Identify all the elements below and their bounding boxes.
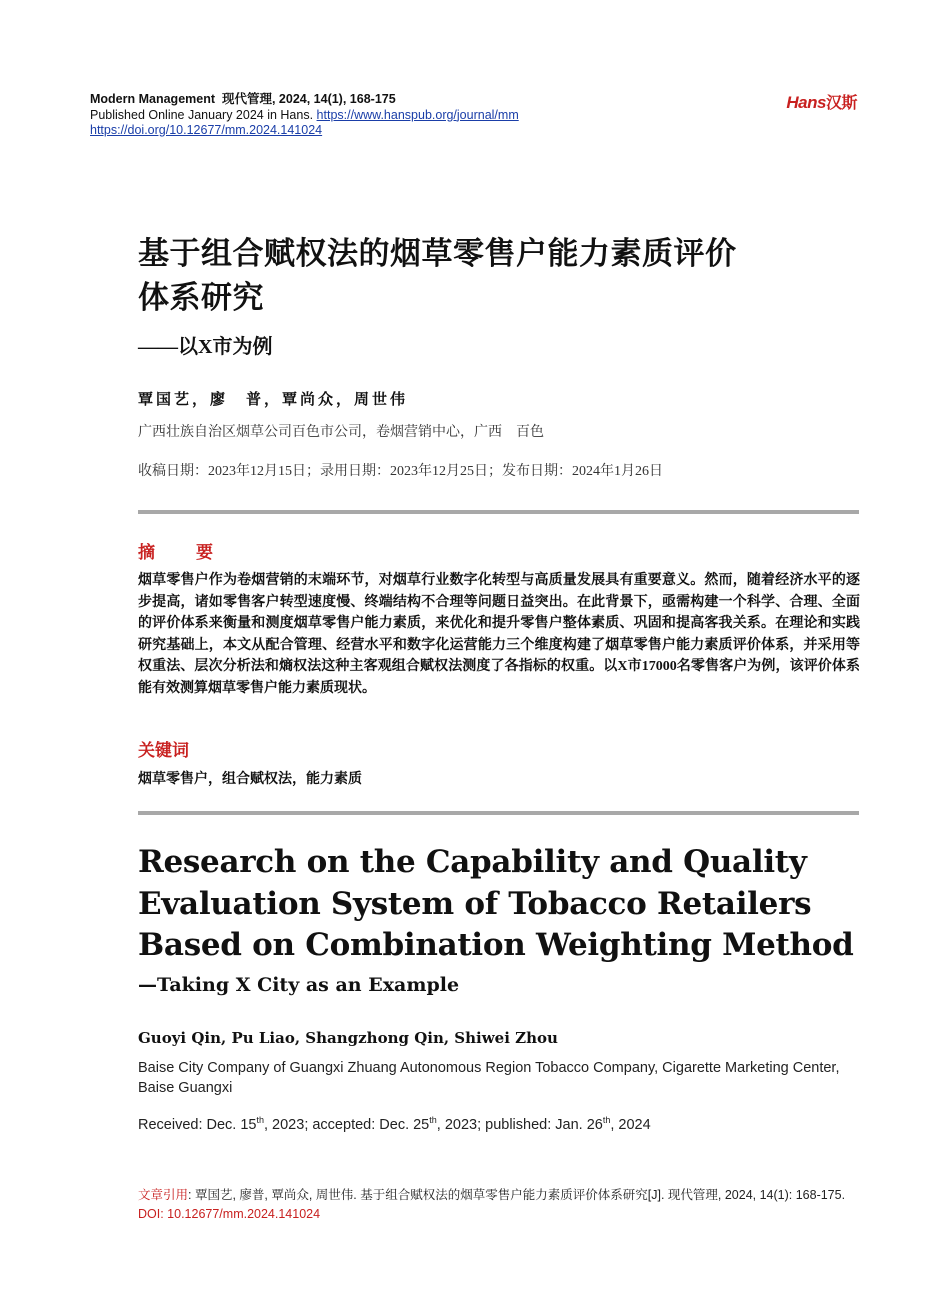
logo-text-cn: 汉斯 [825, 95, 857, 112]
published-date: , 2023; published: Jan. 26 [436, 1117, 603, 1133]
english-title-line3: Based on Combination Weighting Method [138, 927, 854, 963]
abstract-text: 烟草零售户作为卷烟营销的末端环节，对烟草行业数字化转型与高质量发展具有重要意义。然而，随着经济水平的逐步提高，诸如零售客户转型速度慢、终端结构不合理等问题日益突出。在此背景下，亟需构建一个科学、合理、全面的评价体系来衡量和测度烟草零售户能力素质，来优化和提升零售户整体素质、巩固和提高客我关系。在理论和实践研究基础上，本文从配合管理、经营水平和数字化运营能力三个维度构建了烟草零售户能力素质评价体系，并采用等权重法、层次分析法和熵权法这种主客观组合赋权法测度了各指标的权重。以X市17000名零售客户为例，该评价体系能有效测算烟草零售户能力素质现状。 [138, 573, 860, 696]
chinese-title-line1: 基于组合赋权法的烟草零售户能力素质评价 [138, 236, 737, 271]
received-date: Received: Dec. 15 [138, 1117, 257, 1133]
published-line [90, 108, 790, 124]
chinese-affiliation: 广西壮族自治区烟草公司百色市公司，卷烟营销中心，广西 百色 [138, 425, 544, 440]
english-dates [138, 1117, 651, 1133]
journal-header [90, 92, 790, 139]
doi-url-link[interactable]: https://doi.org/10.12677/mm.2024.141024 [90, 123, 323, 137]
hans-logo [786, 90, 857, 113]
received-ordinal: th [256, 1115, 264, 1126]
logo-text-en: Hans [786, 93, 826, 112]
chinese-dates: 收稿日期：2023年12月15日；录用日期：2023年12月25日；发布日期：2024年1月26日 [138, 464, 663, 479]
chinese-authors: 覃国艺，廖 普，覃尚众，周世伟 [138, 392, 409, 408]
english-authors: Guoyi Qin, Pu Liao, Shangzhong Qin, Shiwei Zhou [138, 1029, 558, 1047]
keywords-heading: 关键词 [138, 741, 189, 760]
citation-label: 文章引用 [138, 1188, 189, 1202]
published-ordinal: th [602, 1115, 611, 1126]
english-title-line2: Evaluation System of Tobacco Retailers [138, 885, 812, 922]
citation-block [138, 1186, 862, 1224]
chinese-title-line2: 体系研究 [138, 280, 264, 315]
journal-url-link[interactable]: https://www.hanspub.org/journal/mm [316, 107, 519, 122]
journal-line [90, 92, 790, 108]
chinese-title [138, 232, 838, 320]
chinese-subtitle: ——以X市为例 [138, 336, 273, 358]
english-affiliation: Baise City Company of Guangxi Zhuang Autonomous Region Tobacco Company, Cigarette Marketing Center, Baise Guangxi [138, 1060, 840, 1096]
english-title-line1: Research on the Capability and Quality [138, 844, 807, 880]
english-subtitle: —Taking X City as an Example [138, 974, 460, 996]
accepted-date: , 2023; accepted: Dec. 25 [264, 1117, 430, 1133]
published-year: , 2024 [610, 1117, 651, 1133]
citation-text: : 覃国艺, 廖普, 覃尚众, 周世伟. 基于组合赋权法的烟草零售户能力素质评价体系研究[J]. 现代管理, 2024, 14(1): 168-175. [188, 1188, 846, 1202]
keywords-text: 烟草零售户，组合赋权法，能力素质 [138, 772, 362, 787]
english-title [138, 842, 858, 967]
citation-doi[interactable]: DOI: 10.12677/mm.2024.141024 [138, 1207, 321, 1221]
section-divider-top [138, 510, 859, 514]
journal-volume-cn: 现代管理, 2024, 14(1), 168-175 [221, 92, 396, 106]
section-divider-bottom [138, 811, 859, 815]
published-prefix: Published Online January 2024 in Hans. [90, 107, 314, 122]
accepted-ordinal: th [429, 1115, 437, 1126]
abstract-heading: 摘 要 [138, 543, 225, 562]
doi-line [90, 123, 790, 139]
journal-name-en: Modern Management [90, 92, 216, 106]
